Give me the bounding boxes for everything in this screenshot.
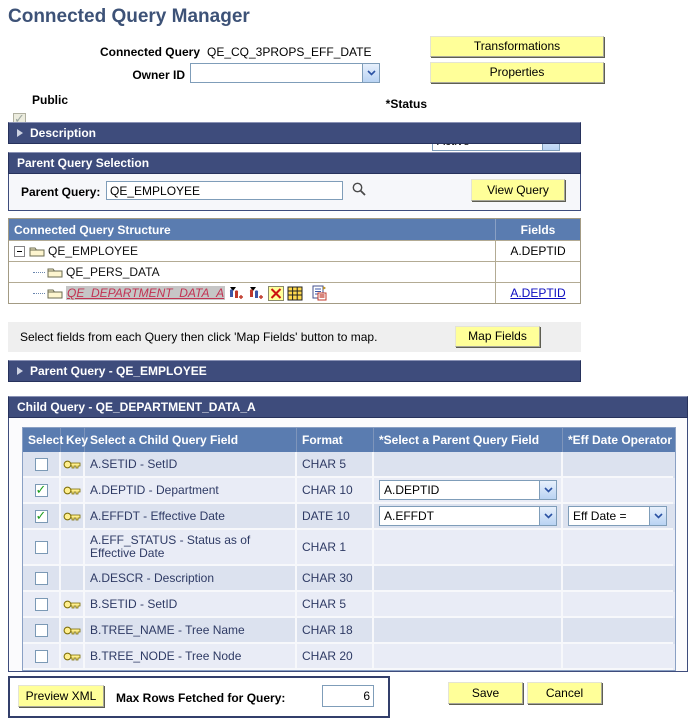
column-header-select: Select	[23, 428, 61, 452]
eff-date-operator-value: Eff Date =	[573, 509, 627, 523]
collapse-arrow-icon	[17, 367, 23, 375]
format-value: CHAR 30	[297, 566, 374, 592]
column-header-eff-date: *Eff Date Operator	[568, 433, 673, 447]
fields-column-header: Fields	[495, 219, 580, 240]
child-field-label: B.TREE_NODE - Tree Node	[85, 644, 297, 670]
fields-value: A.DEPTID	[510, 244, 566, 258]
structure-table-header: Connected Query Structure	[14, 222, 171, 237]
preview-panel	[8, 676, 390, 718]
folder-icon	[47, 266, 63, 278]
key-icon	[63, 651, 81, 662]
max-rows-label: Max Rows Fetched for Query:	[116, 691, 286, 705]
row-select-checkbox[interactable]	[35, 484, 48, 497]
child-field-label: A.EFFDT - Effective Date	[85, 504, 297, 530]
owner-id-select[interactable]	[190, 63, 380, 83]
table-row	[9, 282, 580, 303]
child-field-label: A.DEPTID - Department	[85, 478, 297, 504]
format-value: CHAR 18	[297, 618, 374, 644]
parent-query-label: Parent Query:	[21, 185, 101, 199]
page-title: Connected Query Manager	[8, 6, 250, 27]
tree-connector	[33, 272, 45, 273]
format-value: CHAR 20	[297, 644, 374, 670]
key-icon	[63, 599, 81, 610]
status-label: *Status	[385, 97, 427, 111]
eff-date-operator-select[interactable]	[568, 506, 667, 526]
folder-icon	[29, 245, 45, 257]
chevron-down-icon	[539, 481, 556, 499]
child-query-panel	[8, 418, 688, 672]
table-row	[9, 261, 580, 282]
map-fields-doc-icon[interactable]	[311, 285, 327, 301]
child-field-label: A.DESCR - Description	[85, 566, 297, 592]
description-section-label: Description	[30, 126, 97, 140]
properties-button[interactable]: Properties	[430, 62, 604, 83]
fields-link[interactable]: A.DEPTID	[510, 286, 566, 300]
key-icon	[63, 625, 81, 636]
parent-query-selection-label: Parent Query Selection	[17, 156, 150, 170]
table-row	[23, 618, 675, 644]
public-label: Public	[32, 93, 69, 107]
key-icon	[63, 511, 81, 522]
child-query-section-header	[8, 396, 688, 418]
format-value: CHAR 1	[297, 530, 374, 566]
parent-field-value: A.DEPTID	[384, 483, 440, 497]
chevron-down-icon	[539, 507, 556, 525]
query-node-label[interactable]: QE_PERS_DATA	[66, 265, 160, 279]
child-field-label: B.SETID - SetID	[85, 592, 297, 618]
format-value: CHAR 5	[297, 592, 374, 618]
child-field-label: B.TREE_NAME - Tree Name	[85, 618, 297, 644]
child-field-label: A.EFF_STATUS - Status as of Effective Date	[85, 530, 297, 566]
transformations-button[interactable]: Transformations	[430, 36, 604, 57]
row-select-checkbox[interactable]	[35, 650, 48, 663]
column-header-key: Key	[61, 428, 85, 452]
map-fields-strip	[8, 322, 581, 352]
column-header-parent-field: *Select a Parent Query Field	[374, 428, 563, 452]
collapse-arrow-icon	[17, 129, 23, 137]
collapse-node-icon[interactable]	[14, 246, 25, 257]
parent-field-value: A.EFFDT	[384, 509, 434, 523]
table-row	[23, 452, 675, 478]
parent-query-selection-panel	[8, 174, 581, 211]
child-table-header-row	[23, 428, 675, 452]
row-select-checkbox[interactable]	[35, 458, 48, 471]
table-row	[23, 478, 675, 504]
row-select-checkbox[interactable]	[35, 598, 48, 611]
table-row	[23, 566, 675, 592]
child-query-section-label: Child Query - QE_DEPARTMENT_DATA_A	[17, 400, 256, 414]
format-value: CHAR 10	[297, 478, 374, 504]
add-sibling-query-icon[interactable]	[248, 286, 265, 301]
key-icon	[63, 485, 81, 496]
connected-query-structure-table	[8, 218, 581, 304]
add-child-query-icon[interactable]	[228, 286, 245, 301]
connected-query-value: QE_CQ_3PROPS_EFF_DATE	[207, 45, 372, 59]
view-query-button[interactable]: View Query	[471, 179, 565, 201]
key-icon	[63, 459, 81, 470]
table-row	[9, 240, 580, 261]
table-row	[23, 592, 675, 618]
connected-query-label: Connected Query	[99, 45, 200, 59]
parent-field-select[interactable]	[379, 506, 557, 526]
query-node-label[interactable]: QE_EMPLOYEE	[48, 244, 139, 258]
format-value: CHAR 5	[297, 452, 374, 478]
delete-query-icon[interactable]	[268, 286, 284, 301]
selected-query-node-label[interactable]: QE_DEPARTMENT_DATA_A	[67, 286, 225, 300]
save-button[interactable]: Save	[448, 682, 523, 704]
parent-field-select[interactable]	[379, 480, 557, 500]
preview-xml-button[interactable]: Preview XML	[18, 685, 104, 707]
parent-query-selection-header	[8, 152, 581, 174]
description-section-header[interactable]	[8, 122, 581, 144]
parent-query-section-header[interactable]	[8, 360, 581, 382]
parent-query-input[interactable]	[106, 181, 343, 200]
row-select-checkbox[interactable]	[35, 510, 48, 523]
column-header-field: Select a Child Query Field	[85, 428, 297, 452]
format-value: DATE 10	[297, 504, 374, 530]
map-fields-button[interactable]: Map Fields	[455, 326, 540, 347]
max-rows-input[interactable]	[322, 685, 374, 707]
tree-connector	[33, 293, 45, 294]
folder-icon	[47, 287, 63, 299]
fields-grid-icon[interactable]	[287, 286, 303, 301]
column-header-format: Format	[297, 428, 374, 452]
parent-query-section-label: Parent Query - QE_EMPLOYEE	[30, 364, 207, 378]
table-row	[23, 530, 675, 566]
row-select-checkbox[interactable]	[35, 541, 48, 554]
search-icon[interactable]	[351, 181, 367, 197]
table-row	[23, 504, 675, 530]
chevron-down-icon	[362, 64, 379, 82]
row-select-checkbox[interactable]	[35, 624, 48, 637]
table-row	[23, 644, 675, 670]
child-field-label: A.SETID - SetID	[85, 452, 297, 478]
cancel-button[interactable]: Cancel	[527, 682, 602, 704]
child-query-table	[22, 427, 676, 671]
owner-id-label: Owner ID	[132, 68, 185, 82]
row-select-checkbox[interactable]	[35, 572, 48, 585]
map-fields-instruction: Select fields from each Query then click 'Map Fields' button to map.	[20, 330, 378, 344]
chevron-down-icon	[649, 507, 666, 525]
